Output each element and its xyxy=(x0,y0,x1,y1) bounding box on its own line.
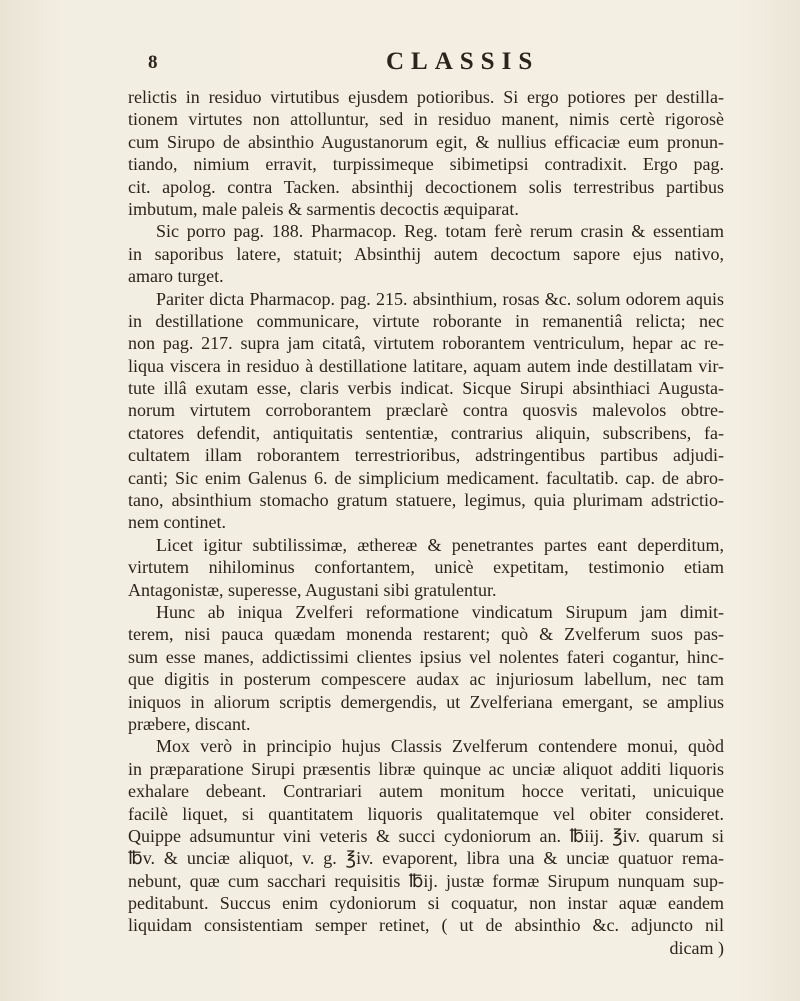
text-line: imbutum, male paleis & sarmentis decoctis æquiparat. xyxy=(128,198,519,219)
text-line: cum Sirupo de absinthio Augustanorum egit, & nullius efficaciæ eum pronun- xyxy=(128,131,724,152)
text-line: Licet igitur subtilissimæ, æthereæ & penetrantes partes eant deperditum, xyxy=(156,534,724,555)
text-line: in destillatione communicare, virtute roborante in remanentiâ relicta; nec xyxy=(128,310,724,331)
text-line: relictis in residuo virtutibus ejusdem potioribus. Si ergo potiores per destilla- xyxy=(128,87,724,107)
text-line: virtutem nihilominus confortantem, unicè expetitam, testimonio etiam xyxy=(128,557,724,578)
text-line: que digitis in posterum compescere audax ac injuriosum labellum, nec tam xyxy=(128,669,724,690)
text-line: Pariter dicta Pharmacop. pag. 215. absinthium, rosas &c. solum odorem aquis xyxy=(156,288,724,309)
text-line: peditabunt. Succus enim cydoniorum si coquatur, non instar aquæ eandem xyxy=(128,893,724,914)
text-line: Quippe adsumuntur vini veteris & succi cydoniorum an. ℔iij. ℥iv. quarum si xyxy=(128,825,724,846)
text-line: nebunt, quæ cum sacchari requisitis ℔ij. justæ formæ Sirupum nunquam sup- xyxy=(128,870,724,891)
text-line: in præparatione Sirupi præsentis libræ quinque ac unciæ aliquot additi liquoris xyxy=(128,758,724,779)
text-line: tute illâ exutam esse, claris verbis indicat. Sicque Sirupi absinthiaci Augusta- xyxy=(128,378,724,399)
text-line: Antagonistæ, superesse, Augustani sibi gratulentur. xyxy=(128,579,497,600)
text-line: terem, nisi pauca quædam monenda restarent; quò & Zvelferum suos pas- xyxy=(128,624,724,645)
text-line: ℔v. & unciæ aliquot, v. g. ℥iv. evaporent, libra una & unciæ quatuor rema- xyxy=(128,848,724,869)
text-line: tiando, nimium erravit, turpissimeque sibimetipsi contradixit. Ergo pag. xyxy=(128,154,724,175)
text-line: liquidam consistentiam semper retinet, ( ut de absinthio &c. adjuncto nil xyxy=(128,915,724,936)
text-line: iniquos in aliorum scriptis demergendis, ut Zvelferiana emergant, se amplius xyxy=(128,691,724,712)
text-line: facilè liquet, si quantitatem liquoris qualitatemque vel obiter consideret. xyxy=(128,803,724,824)
text-line: liqua viscera in residuo à destillatione latitare, aquam autem inde destillatam vir- xyxy=(128,355,724,376)
text-line: Hunc ab iniqua Zvelferi reformatione vindicatum Sirupum jam dimit- xyxy=(156,601,724,622)
text-line: sum esse manes, addictissimi clientes ipsius vel nolentes fateri cogantur, hinc- xyxy=(128,646,724,667)
text-line: cultatem illam roborantem terrestrioribus, adstringentibus partibus adjudi- xyxy=(128,445,724,466)
page-number: 8 xyxy=(148,52,158,73)
page-header xyxy=(148,48,708,82)
text-line: dicam ) xyxy=(669,937,724,958)
text-line: nem continet. xyxy=(128,512,226,533)
text-line: ctatores defendit, antiquitatis sententiæ, contrarius aliquin, subscribens, fa- xyxy=(128,422,724,443)
text-line: norum virtutem corroborantem præclarè contra quosvis malevolos obtre- xyxy=(128,400,724,421)
body-text xyxy=(128,86,724,959)
running-title: CLASSIS xyxy=(386,48,540,75)
text-line: exhalare debeant. Contrariari autem monitum hocce veritati, unicuique xyxy=(128,781,724,802)
text-line: præbere, discant. xyxy=(128,713,251,734)
text-line: amaro turget. xyxy=(128,266,224,287)
text-line: canti; Sic enim Galenus 6. de simplicium medicament. facultatib. cap. de abro- xyxy=(128,467,724,488)
text-line: Mox verò in principio hujus Classis Zvelferum contendere monui, quòd xyxy=(156,736,724,757)
text-line: tionem virtutes non attolluntur, sed in residuo manent, nimis certè rigorosè xyxy=(128,109,724,130)
text-line: Sic porro pag. 188. Pharmacop. Reg. totam ferè rerum crasin & essentiam xyxy=(156,221,724,242)
text-line: non pag. 217. supra jam citatâ, virtutem roborantem ventriculum, hepar ac re- xyxy=(128,333,724,354)
text-line: tano, absinthium stomacho gratum statuere, legimus, quia plurimam adstrictio- xyxy=(128,490,724,511)
text-line: cit. apolog. contra Tacken. absinthij decoctionem solis terrestribus partibus xyxy=(128,176,724,197)
text-line: in saporibus latere, statuit; Absinthij autem decoctum sapore ejus nativo, xyxy=(128,243,724,264)
